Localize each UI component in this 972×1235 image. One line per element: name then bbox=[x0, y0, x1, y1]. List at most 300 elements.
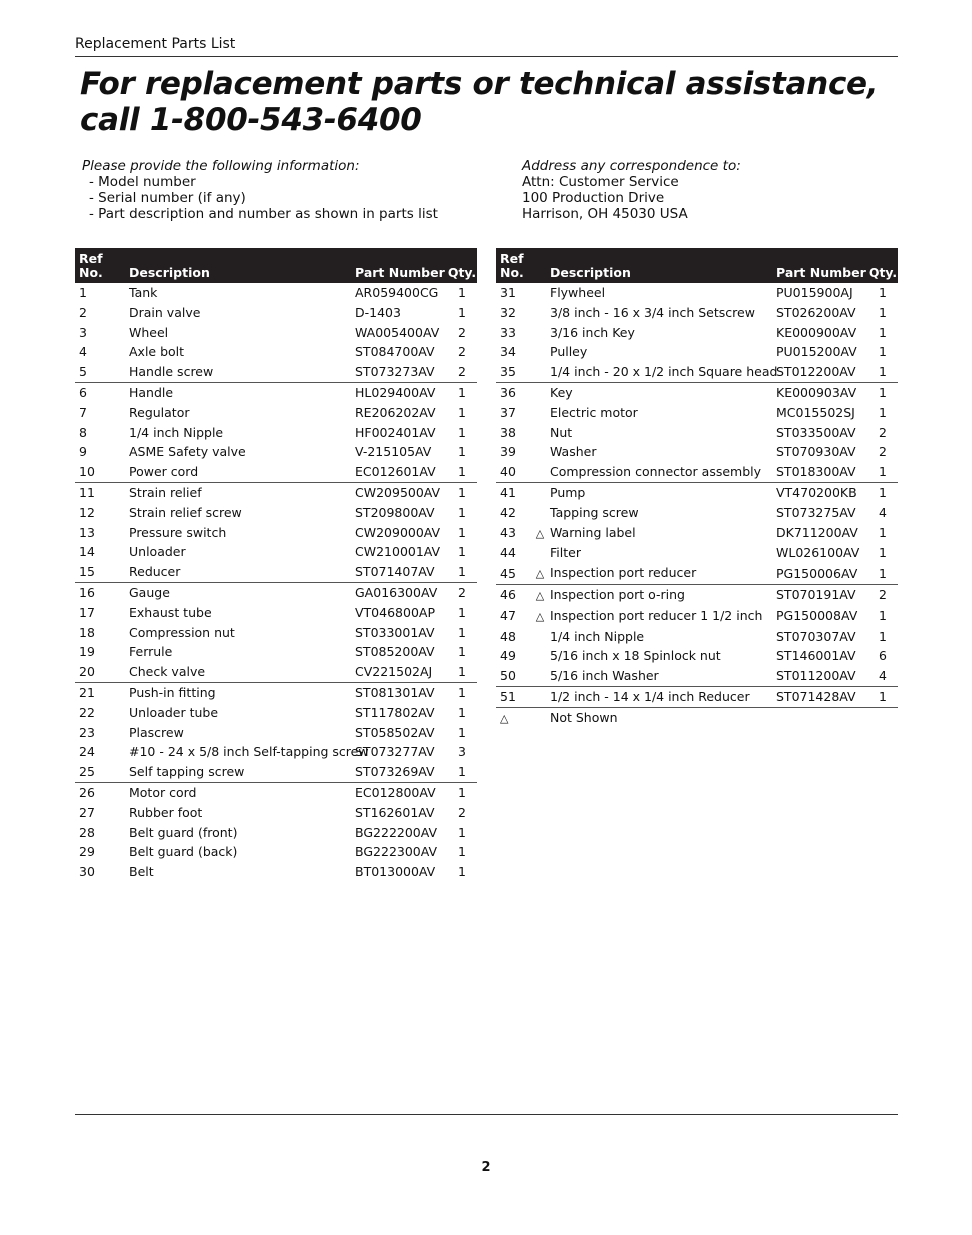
description-cell-text: Axle bolt bbox=[129, 344, 185, 360]
table-row bbox=[75, 582, 477, 602]
description-cell-text: Unloader bbox=[129, 544, 186, 560]
part-number-cell bbox=[772, 342, 868, 362]
part-number-cell bbox=[351, 803, 447, 823]
ref-cell bbox=[75, 823, 125, 843]
description-cell bbox=[125, 723, 351, 743]
qty-cell-text: 1 bbox=[879, 364, 887, 380]
ref-cell bbox=[75, 642, 125, 662]
description-cell-text: Tank bbox=[129, 285, 158, 300]
ref-cell-text: 26 bbox=[79, 784, 95, 800]
header-part-number: Part Number bbox=[355, 265, 445, 280]
part-number-cell-text: WL026100AV bbox=[776, 545, 860, 561]
ref-cell-text: 7 bbox=[79, 404, 87, 420]
qty-cell bbox=[868, 382, 898, 402]
part-number-cell bbox=[772, 627, 868, 647]
ref-cell bbox=[75, 723, 125, 743]
qty-cell bbox=[447, 842, 477, 862]
qty-cell-text: 4 bbox=[879, 504, 887, 520]
table-row bbox=[75, 782, 477, 802]
qty-cell-text: 1 bbox=[879, 545, 887, 561]
part-number-cell bbox=[351, 603, 447, 623]
qty-cell bbox=[447, 362, 477, 382]
description-cell-text: Drain valve bbox=[129, 304, 201, 320]
qty-cell bbox=[868, 686, 898, 707]
qty-cell bbox=[447, 703, 477, 723]
qty-cell bbox=[868, 362, 898, 382]
table-row bbox=[496, 382, 898, 402]
table-row bbox=[496, 627, 898, 647]
ref-cell bbox=[496, 666, 546, 686]
part-number-cell-text: VT470200KB bbox=[776, 484, 857, 500]
ref-cell bbox=[75, 523, 125, 543]
ref-cell-text: 19 bbox=[79, 644, 95, 660]
part-number-cell bbox=[772, 543, 868, 563]
description-cell bbox=[125, 803, 351, 823]
qty-cell bbox=[447, 642, 477, 662]
qty-cell-text: 2 bbox=[879, 444, 887, 460]
part-number-cell bbox=[351, 823, 447, 843]
qty-cell-text: 1 bbox=[458, 484, 466, 500]
table-row bbox=[496, 686, 898, 707]
ref-cell bbox=[75, 503, 125, 523]
description-cell bbox=[546, 362, 778, 382]
part-number-cell bbox=[351, 482, 447, 502]
part-number-cell bbox=[351, 342, 447, 362]
qty-cell bbox=[868, 666, 898, 686]
part-number-cell-text: AR059400CG bbox=[355, 285, 439, 300]
table-row bbox=[496, 403, 898, 423]
qty-cell bbox=[868, 462, 898, 482]
part-number-cell bbox=[351, 703, 447, 723]
description-cell bbox=[125, 642, 351, 662]
description-cell bbox=[546, 442, 772, 462]
description-cell-text: Ferrule bbox=[129, 644, 173, 660]
part-number-cell bbox=[772, 563, 868, 584]
part-number-cell-text: EC012800AV bbox=[355, 784, 436, 800]
qty-cell-text: 2 bbox=[458, 584, 466, 600]
description-cell-text: Handle screw bbox=[129, 364, 214, 380]
table-row bbox=[75, 723, 477, 743]
qty-cell bbox=[447, 423, 477, 443]
qty-cell-text: 1 bbox=[458, 464, 466, 480]
qty-cell-text: 1 bbox=[458, 704, 466, 720]
qty-cell-text: 1 bbox=[879, 628, 887, 644]
not-shown-triangle-icon: △ bbox=[535, 588, 545, 602]
part-number-cell bbox=[351, 842, 447, 862]
description-cell-text: #10 - 24 x 5/8 inch Self-tapping screw bbox=[129, 744, 369, 760]
description-cell-text: Tapping screw bbox=[550, 504, 639, 520]
part-number-cell-text: ST073277AV bbox=[355, 744, 435, 760]
description-cell bbox=[535, 563, 772, 584]
description-cell bbox=[546, 503, 772, 523]
not-shown-triangle-icon: △ bbox=[500, 711, 509, 725]
part-number-cell bbox=[351, 403, 447, 423]
description-cell bbox=[125, 782, 351, 802]
qty-cell-text: 1 bbox=[458, 624, 466, 640]
description-cell-text: 1/4 inch - 20 x 1/2 inch Square head bbox=[550, 364, 778, 380]
ref-cell-text: 38 bbox=[500, 424, 516, 440]
ref-cell-text: 39 bbox=[500, 444, 516, 460]
part-number-cell-text: WA005400AV bbox=[355, 324, 440, 340]
part-number-cell-text: HF002401AV bbox=[355, 424, 436, 440]
part-number-cell bbox=[351, 382, 447, 402]
description-cell-text: ASME Safety valve bbox=[129, 444, 246, 460]
part-number-cell-text: BG222300AV bbox=[355, 844, 438, 860]
ref-cell bbox=[75, 403, 125, 423]
part-number-cell-text: ST117802AV bbox=[355, 704, 435, 720]
part-number-cell-text: ST209800AV bbox=[355, 504, 435, 520]
table-row bbox=[496, 283, 898, 303]
qty-cell bbox=[447, 303, 477, 323]
part-number-cell bbox=[351, 782, 447, 802]
part-number-cell-text: ST073269AV bbox=[355, 764, 435, 780]
ref-cell bbox=[75, 842, 125, 862]
description-cell-text: Self tapping screw bbox=[129, 764, 245, 780]
description-cell bbox=[125, 823, 351, 843]
ref-cell bbox=[75, 462, 125, 482]
part-number-cell bbox=[351, 362, 447, 382]
part-number-cell-text: MC015502SJ bbox=[776, 404, 855, 420]
description-cell bbox=[546, 283, 772, 303]
ref-cell-text: 14 bbox=[79, 544, 95, 560]
qty-cell-text: 2 bbox=[458, 804, 466, 820]
description-cell bbox=[535, 584, 772, 605]
qty-cell bbox=[447, 323, 477, 343]
legend-text: Not Shown bbox=[550, 710, 618, 726]
ref-cell bbox=[75, 862, 125, 882]
description-cell-text: Electric motor bbox=[550, 404, 638, 420]
part-number-cell-text: ST011200AV bbox=[776, 668, 856, 684]
description-cell-text: Push-in fitting bbox=[129, 684, 216, 700]
qty-cell-text: 1 bbox=[458, 824, 466, 840]
part-number-cell bbox=[351, 423, 447, 443]
part-number-cell-text: GA016300AV bbox=[355, 584, 438, 600]
table-row bbox=[496, 362, 898, 382]
qty-cell bbox=[868, 442, 898, 462]
description-cell bbox=[125, 662, 351, 682]
ref-cell bbox=[75, 782, 125, 802]
info-request-item: - Serial number (if any) bbox=[89, 190, 246, 206]
description-cell-text: Gauge bbox=[129, 584, 170, 600]
qty-cell-text: 2 bbox=[458, 364, 466, 380]
description-cell bbox=[546, 686, 772, 707]
qty-cell-text: 1 bbox=[879, 484, 887, 500]
qty-cell-text: 3 bbox=[458, 744, 466, 760]
ref-cell-text: 49 bbox=[500, 648, 516, 664]
qty-cell bbox=[868, 606, 898, 627]
qty-cell-text: 4 bbox=[879, 668, 887, 684]
qty-cell bbox=[447, 283, 477, 303]
part-number-cell bbox=[772, 686, 868, 707]
part-number-cell-text: EC012601AV bbox=[355, 464, 436, 480]
parts-table-right bbox=[496, 248, 898, 729]
info-request-item: - Model number bbox=[89, 174, 196, 190]
qty-cell bbox=[447, 762, 477, 782]
qty-cell-text: 1 bbox=[458, 664, 466, 680]
part-number-cell bbox=[351, 562, 447, 582]
part-number-cell bbox=[772, 646, 868, 666]
address-line: 100 Production Drive bbox=[522, 190, 665, 206]
description-cell-text: Inspection port reducer 1 1/2 inch bbox=[550, 607, 763, 623]
top-rule bbox=[75, 56, 898, 57]
table-row bbox=[496, 462, 898, 482]
header-qty: Qty. bbox=[447, 265, 477, 280]
table-row bbox=[496, 666, 898, 686]
table-row bbox=[75, 623, 477, 643]
table-row bbox=[75, 283, 477, 303]
description-cell-text: Motor cord bbox=[129, 784, 197, 800]
description-cell bbox=[125, 423, 351, 443]
qty-cell bbox=[868, 646, 898, 666]
table-row bbox=[496, 323, 898, 343]
description-cell bbox=[125, 323, 351, 343]
ref-cell-text: 5 bbox=[79, 364, 87, 380]
parts-table-left-body bbox=[75, 283, 477, 882]
ref-cell-text: 27 bbox=[79, 804, 95, 820]
description-cell bbox=[125, 382, 351, 402]
qty-cell-text: 1 bbox=[458, 724, 466, 740]
description-cell bbox=[546, 342, 772, 362]
ref-cell bbox=[496, 462, 546, 482]
ref-cell-text: 23 bbox=[79, 724, 95, 740]
qty-cell bbox=[447, 462, 477, 482]
table-row bbox=[496, 606, 898, 627]
ref-cell-text: 3 bbox=[79, 324, 87, 340]
info-request-block bbox=[82, 158, 502, 222]
qty-cell-text: 1 bbox=[458, 285, 466, 300]
ref-cell-text: 35 bbox=[500, 364, 516, 380]
bottom-rule bbox=[75, 1114, 898, 1115]
qty-cell bbox=[447, 682, 477, 702]
part-number-cell bbox=[351, 283, 447, 303]
description-cell bbox=[546, 403, 772, 423]
part-number-cell bbox=[772, 382, 868, 402]
ref-cell-text: 48 bbox=[500, 628, 516, 644]
ref-cell bbox=[75, 303, 125, 323]
part-number-cell-text: PG150008AV bbox=[776, 608, 858, 624]
description-cell-text: Belt bbox=[129, 864, 154, 880]
description-cell-text: Unloader tube bbox=[129, 704, 219, 720]
ref-cell-text: 21 bbox=[79, 684, 95, 700]
ref-cell bbox=[496, 403, 546, 423]
part-number-cell bbox=[351, 662, 447, 682]
description-cell bbox=[546, 543, 772, 563]
part-number-cell-text: ST073275AV bbox=[776, 504, 856, 520]
part-number-cell bbox=[351, 762, 447, 782]
description-cell-text: Rubber foot bbox=[129, 804, 203, 820]
table-row bbox=[75, 742, 477, 762]
ref-cell-text: 25 bbox=[79, 764, 95, 780]
part-number-cell bbox=[772, 666, 868, 686]
part-number-cell-text: V-215105AV bbox=[355, 444, 432, 460]
headline-line-2: call 1-800-543-6400 bbox=[80, 102, 422, 138]
ref-cell bbox=[75, 582, 125, 602]
ref-cell bbox=[75, 423, 125, 443]
table-row bbox=[75, 703, 477, 723]
part-number-cell-text: ST018300AV bbox=[776, 464, 856, 480]
part-number-cell-text: ST026200AV bbox=[776, 304, 856, 320]
table-row bbox=[496, 303, 898, 323]
section-label: Replacement Parts List bbox=[75, 36, 236, 52]
ref-cell-text: 45 bbox=[500, 565, 516, 581]
ref-cell bbox=[496, 442, 546, 462]
qty-cell-text: 2 bbox=[879, 587, 887, 603]
part-number-cell-text: BG222200AV bbox=[355, 824, 438, 840]
description-cell bbox=[125, 562, 351, 582]
qty-cell-text: 1 bbox=[458, 764, 466, 780]
ref-cell-text: 46 bbox=[500, 587, 516, 603]
ref-cell bbox=[75, 323, 125, 343]
qty-cell bbox=[447, 542, 477, 562]
part-number-cell bbox=[351, 582, 447, 602]
ref-cell bbox=[75, 742, 125, 762]
description-cell-text: Regulator bbox=[129, 404, 190, 420]
part-number-cell bbox=[772, 283, 868, 303]
ref-cell-text: 37 bbox=[500, 404, 516, 420]
description-cell bbox=[125, 403, 351, 423]
ref-cell-text: 30 bbox=[79, 864, 95, 880]
table-row bbox=[75, 423, 477, 443]
qty-cell bbox=[868, 403, 898, 423]
ref-cell bbox=[496, 503, 546, 523]
ref-cell bbox=[75, 283, 125, 303]
qty-cell bbox=[447, 862, 477, 882]
qty-cell bbox=[447, 623, 477, 643]
header-part-number: Part Number bbox=[776, 265, 866, 280]
ref-cell bbox=[75, 362, 125, 382]
qty-cell-text: 1 bbox=[458, 644, 466, 660]
qty-cell-text: 1 bbox=[879, 525, 887, 541]
part-number-cell-text: ST081301AV bbox=[355, 684, 435, 700]
description-cell bbox=[546, 462, 772, 482]
part-number-cell-text: RE206202AV bbox=[355, 404, 436, 420]
headline bbox=[80, 66, 900, 138]
qty-cell bbox=[868, 423, 898, 443]
qty-cell bbox=[447, 503, 477, 523]
part-number-cell bbox=[351, 523, 447, 543]
qty-cell bbox=[868, 503, 898, 523]
page-number: 2 bbox=[481, 1160, 491, 1175]
ref-cell-text: 6 bbox=[79, 384, 87, 400]
qty-cell bbox=[868, 627, 898, 647]
qty-cell-text: 2 bbox=[458, 324, 466, 340]
ref-cell bbox=[75, 542, 125, 562]
part-number-cell bbox=[772, 606, 868, 627]
part-number-cell-text: ST162601AV bbox=[355, 804, 435, 820]
part-number-cell-text: D-1403 bbox=[355, 304, 401, 320]
description-cell bbox=[125, 503, 351, 523]
part-number-cell bbox=[351, 323, 447, 343]
ref-cell bbox=[75, 662, 125, 682]
table-row bbox=[496, 423, 898, 443]
table-row bbox=[75, 682, 477, 702]
description-cell bbox=[546, 382, 772, 402]
ref-cell bbox=[75, 482, 125, 502]
qty-cell bbox=[447, 482, 477, 502]
qty-cell-text: 1 bbox=[458, 404, 466, 420]
ref-cell-text: 12 bbox=[79, 504, 95, 520]
qty-cell bbox=[447, 782, 477, 802]
part-number-cell-text: KE000900AV bbox=[776, 324, 857, 340]
qty-cell-text: 1 bbox=[879, 324, 887, 340]
qty-cell-text: 1 bbox=[458, 444, 466, 460]
description-cell-text: Pump bbox=[550, 484, 586, 500]
description-cell-text: Belt guard (back) bbox=[129, 844, 238, 860]
ref-cell-text: 28 bbox=[79, 824, 95, 840]
table-row bbox=[75, 562, 477, 582]
info-request-item: - Part description and number as shown in parts list bbox=[89, 206, 438, 222]
info-request-title: Please provide the following information: bbox=[82, 158, 360, 174]
part-number-cell bbox=[351, 862, 447, 882]
qty-cell-text: 1 bbox=[458, 384, 466, 400]
table-row bbox=[496, 342, 898, 362]
qty-cell bbox=[868, 323, 898, 343]
ref-cell bbox=[496, 323, 546, 343]
description-cell bbox=[546, 303, 772, 323]
part-number-cell bbox=[351, 442, 447, 462]
description-cell bbox=[535, 523, 772, 544]
ref-cell-text: 32 bbox=[500, 304, 516, 320]
ref-cell-text: 34 bbox=[500, 344, 516, 360]
description-cell bbox=[125, 462, 351, 482]
qty-cell bbox=[447, 442, 477, 462]
ref-cell-text: 20 bbox=[79, 664, 95, 680]
description-cell-text: 3/8 inch - 16 x 3/4 inch Setscrew bbox=[550, 304, 755, 320]
table-row bbox=[75, 342, 477, 362]
qty-cell-text: 1 bbox=[879, 344, 887, 360]
ref-cell-text: 13 bbox=[79, 524, 95, 540]
ref-cell bbox=[75, 623, 125, 643]
ref-cell-text: 2 bbox=[79, 304, 87, 320]
part-number-cell bbox=[351, 642, 447, 662]
part-number-cell-text: ST085200AV bbox=[355, 644, 435, 660]
ref-cell-text: 24 bbox=[79, 744, 95, 760]
parts-table-left bbox=[75, 248, 477, 882]
part-number-cell bbox=[772, 523, 868, 544]
part-number-cell bbox=[351, 303, 447, 323]
part-number-cell-text: VT046800AP bbox=[355, 604, 435, 620]
ref-cell-text: 4 bbox=[79, 344, 87, 360]
ref-cell-text: 29 bbox=[79, 844, 95, 860]
qty-cell-text: 1 bbox=[879, 688, 887, 704]
table-row bbox=[496, 442, 898, 462]
description-cell-text: Inspection port o-ring bbox=[550, 586, 685, 602]
part-number-cell-text: ST033500AV bbox=[776, 424, 856, 440]
ref-cell bbox=[75, 603, 125, 623]
ref-cell-text: 18 bbox=[79, 624, 95, 640]
header-qty: Qty. bbox=[868, 265, 898, 280]
ref-cell bbox=[496, 543, 546, 563]
part-number-cell-text: ST058502AV bbox=[355, 724, 435, 740]
description-cell-text: Handle bbox=[129, 384, 174, 400]
table-row bbox=[75, 323, 477, 343]
qty-cell-text: 1 bbox=[458, 504, 466, 520]
description-cell bbox=[546, 323, 772, 343]
qty-cell-text: 1 bbox=[458, 604, 466, 620]
description-cell-text: Belt guard (front) bbox=[129, 824, 238, 840]
description-cell bbox=[125, 703, 351, 723]
address-title: Address any correspondence to: bbox=[522, 158, 741, 174]
ref-cell bbox=[75, 703, 125, 723]
qty-cell bbox=[447, 342, 477, 362]
qty-cell bbox=[447, 562, 477, 582]
ref-cell bbox=[496, 686, 546, 707]
qty-cell bbox=[868, 283, 898, 303]
table-row bbox=[496, 563, 898, 584]
ref-cell-text: 1 bbox=[79, 285, 87, 300]
table-row bbox=[496, 503, 898, 523]
description-cell-text: Pressure switch bbox=[129, 524, 227, 540]
